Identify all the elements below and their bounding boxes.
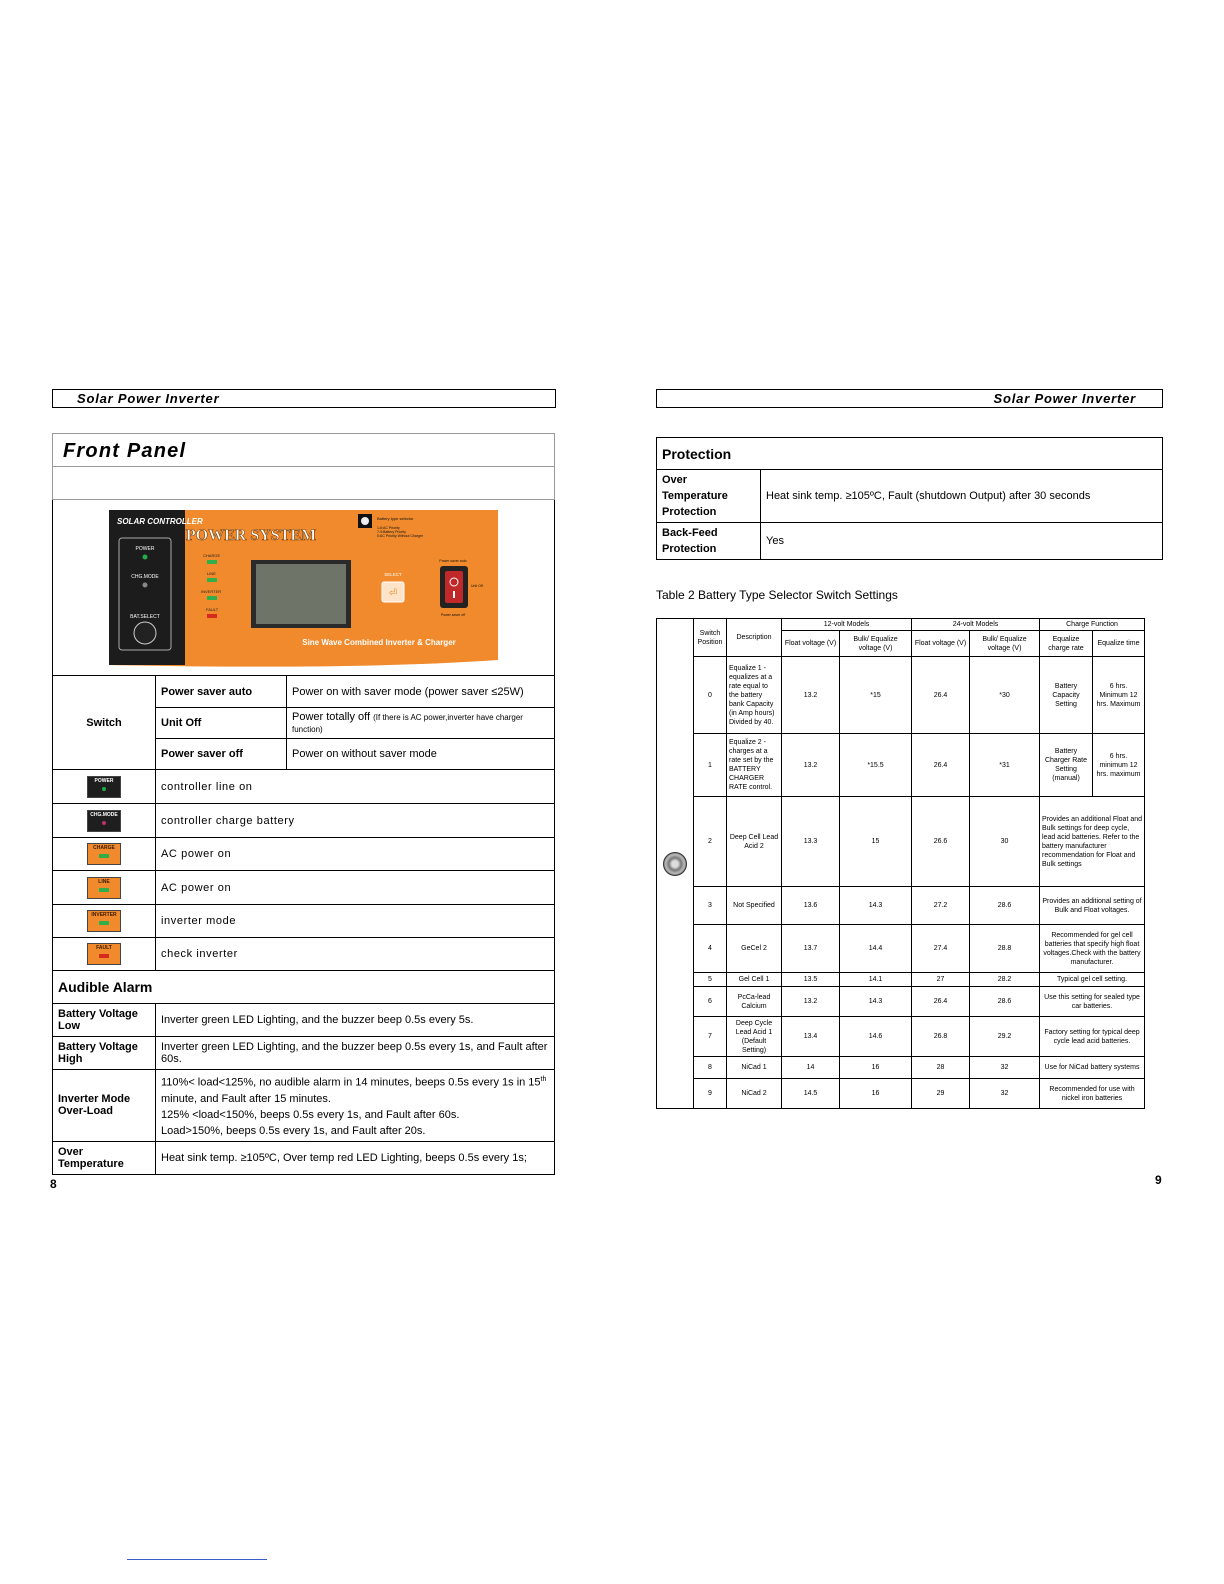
- panel-chg-led: [143, 583, 148, 588]
- switch-row: [53, 676, 555, 708]
- indicator-row: [53, 938, 555, 971]
- alarm-name: Inverter Mode Over-Load: [53, 1070, 156, 1142]
- cell-pos: 9: [694, 1079, 727, 1109]
- cell-float24: 29: [912, 1079, 970, 1109]
- alarm-name: Over Temperature: [53, 1141, 156, 1174]
- selector-line-3: 0:AC Priority Without Charger: [377, 534, 424, 538]
- th-equalize-rate: Equalize charge rate: [1040, 631, 1093, 657]
- cell-float24: 27.4: [912, 925, 970, 973]
- cell-bulk24: 32: [970, 1079, 1040, 1109]
- alarm-desc: Inverter green LED Lighting, and the buzzer beep 0.5s every 5s.: [156, 1004, 555, 1037]
- panel-led-charge-label: CHARGE: [203, 553, 221, 558]
- alarm-row: [53, 1141, 555, 1174]
- inverter-indicator-icon: INVERTER: [87, 910, 121, 932]
- th-switch-position: Switch Position: [694, 619, 727, 657]
- th-float-24: Float voltage (V): [912, 631, 970, 657]
- th-12v-models: 12-volt Models: [782, 619, 912, 631]
- cell-bulk24: 28.6: [970, 987, 1040, 1017]
- table2-caption: Table 2 Battery Type Selector Switch Settings: [656, 588, 898, 602]
- alarm-name: Battery Voltage Low: [53, 1004, 156, 1037]
- cell-desc: NiCad 1: [727, 1057, 782, 1079]
- cell-bulk24: 28.6: [970, 887, 1040, 925]
- cell-float24: 28: [912, 1057, 970, 1079]
- switch-note: (If there is AC power,inverter have charger function): [292, 713, 523, 734]
- cell-bulk12: 14.3: [840, 887, 912, 925]
- cell-bulk12: *15.5: [840, 734, 912, 797]
- cell-bulk12: 14.6: [840, 1017, 912, 1057]
- indicator-icon-cell: [53, 770, 156, 804]
- cell-bulk12: 16: [840, 1057, 912, 1079]
- cell-float24: 26.4: [912, 734, 970, 797]
- cell-note: Recommended for gel cell batteries that specify high float voltages.Check with the battery manufacturer.: [1040, 925, 1145, 973]
- protection-row: [657, 470, 1163, 523]
- panel-led-line-label: LINE: [207, 571, 216, 576]
- panel-subtitle: Sine Wave Combined Inverter & Charger: [302, 638, 456, 647]
- cell-pos: 2: [694, 797, 727, 887]
- alarm-row: [53, 1037, 555, 1070]
- indicator-row: [53, 871, 555, 905]
- switch-name: Power saver off: [156, 739, 287, 770]
- panel-led-fault-label: FAULT: [206, 607, 219, 612]
- panel-led-charge: [207, 560, 217, 564]
- selector-title: Battery type selector: [377, 516, 414, 521]
- left-running-header: Solar Power Inverter: [52, 389, 556, 408]
- cell-float24: 26.6: [912, 797, 970, 887]
- overload-line-3: 125% <load<150%, beeps 0.5s every 1s, and Fault after 60s.: [161, 1108, 460, 1121]
- right-page-number: 9: [1155, 1173, 1162, 1187]
- table2-row: [657, 1079, 1145, 1109]
- table2-row: [657, 1017, 1145, 1057]
- th-float-12: Float voltage (V): [782, 631, 840, 657]
- alarm-row: [53, 1070, 555, 1142]
- indicator-desc: AC power on: [156, 871, 555, 905]
- panel-brand: SOLAR CONTROLLER: [117, 517, 203, 526]
- rocker-switch[interactable]: [445, 571, 463, 603]
- cell-float24: 26.4: [912, 657, 970, 734]
- table2-row: [657, 925, 1145, 973]
- cell-float12: 14.5: [782, 1079, 840, 1109]
- front-panel-title: Front Panel: [52, 433, 555, 467]
- switch-off-label: Power saver off: [440, 613, 466, 617]
- cell-eq-time: 6 hrs. minimum 12 hrs. maximum: [1093, 734, 1145, 797]
- cell-float12: 13.5: [782, 973, 840, 987]
- overload-line-1: 110%< load<125%, no audible alarm in 14 minutes, beeps 0.5s every 1s in 15th: [161, 1076, 547, 1089]
- panel-title: POWER SYSTEM: [185, 527, 317, 544]
- th-equalize-time: Equalize time: [1093, 631, 1145, 657]
- table2-row: [657, 973, 1145, 987]
- cell-float12: 13.6: [782, 887, 840, 925]
- front-panel-table: [52, 675, 555, 1175]
- cell-desc: NiCad 2: [727, 1079, 782, 1109]
- protection-name: Back-Feed Protection: [657, 523, 761, 560]
- indicator-row: [53, 905, 555, 938]
- select-label: SELECT: [384, 572, 402, 577]
- indicator-icon-cell: [53, 871, 156, 905]
- footer-link-underline: [127, 1559, 267, 1560]
- indicator-desc: check inverter: [156, 938, 555, 971]
- cell-float24: 26.4: [912, 987, 970, 1017]
- panel-chg-label: CHG.MODE: [131, 574, 159, 580]
- panel-led-fault: [207, 614, 217, 618]
- cell-float12: 13.2: [782, 987, 840, 1017]
- cell-note: Use this setting for sealed type car batteries.: [1040, 987, 1145, 1017]
- protection-table: [656, 437, 1163, 560]
- selector-line-1: 1-6:AC Priority: [377, 526, 400, 530]
- panel-power-label: POWER: [135, 546, 155, 552]
- rocker-i-icon: [453, 591, 455, 598]
- protection-name: Over Temperature Protection: [657, 470, 761, 523]
- power-indicator-icon: POWER: [87, 776, 121, 798]
- cell-bulk24: 29.2: [970, 1017, 1040, 1057]
- cell-bulk24: *30: [970, 657, 1040, 734]
- cell-desc: Deep Cell Lead Acid 2: [727, 797, 782, 887]
- audible-alarm-title: Audible Alarm: [53, 971, 555, 1004]
- cell-eq-rate: Battery Charger Rate Setting (manual): [1040, 734, 1093, 797]
- cell-float24: 27.2: [912, 887, 970, 925]
- left-page-number: 8: [50, 1177, 57, 1191]
- switch-desc-cell: [287, 708, 555, 739]
- front-panel-section: [52, 433, 555, 676]
- front-panel-spacer: [52, 467, 555, 500]
- cell-desc: Deep Cycle Lead Acid 1 (Default Setting): [727, 1017, 782, 1057]
- alarm-desc: Inverter green LED Lighting, and the buzzer beep 0.5s every 1s, and Fault after 60s.: [156, 1037, 555, 1070]
- cell-bulk24: *31: [970, 734, 1040, 797]
- indicator-row: [53, 804, 555, 838]
- select-arrow-icon: ⏎: [388, 588, 398, 599]
- switch-desc: Power on without saver mode: [287, 739, 555, 770]
- cell-pos: 5: [694, 973, 727, 987]
- cell-note: Use for NiCad battery systems: [1040, 1057, 1145, 1079]
- table2-row: [657, 887, 1145, 925]
- selector-line-2: 7-9:Battery Priority: [377, 530, 406, 534]
- front-panel-image-cell: [52, 500, 555, 676]
- indicator-icon-cell: [53, 938, 156, 971]
- table2-header-row: [657, 619, 1145, 631]
- th-24v-models: 24-volt Models: [912, 619, 1040, 631]
- cell-note: Provides an additional setting of Bulk and Float voltages.: [1040, 887, 1145, 925]
- indicator-icon-cell: [53, 838, 156, 871]
- indicator-row: [53, 770, 555, 804]
- switch-label: Switch: [53, 676, 156, 770]
- switch-name: Unit Off: [156, 708, 287, 739]
- cell-desc: PcCa-lead Calcium: [727, 987, 782, 1017]
- cell-float12: 13.3: [782, 797, 840, 887]
- cell-note: Recommended for use with nickel iron batteries: [1040, 1079, 1145, 1109]
- cell-float12: 13.4: [782, 1017, 840, 1057]
- cell-note: Factory setting for typical deep cycle lead acid batteries.: [1040, 1017, 1145, 1057]
- cell-pos: 0: [694, 657, 727, 734]
- cell-pos: 3: [694, 887, 727, 925]
- protection-heading-row: [657, 438, 1163, 470]
- cell-desc: Gel Cell 1: [727, 973, 782, 987]
- protection-desc: Heat sink temp. ≥105ºC, Fault (shutdown Output) after 30 seconds: [761, 470, 1163, 523]
- cell-float24: 27: [912, 973, 970, 987]
- selector-icon-cell: [657, 619, 694, 1109]
- cell-note: Typical gel cell setting.: [1040, 973, 1145, 987]
- protection-title: Protection: [657, 438, 1163, 470]
- cell-bulk12: 15: [840, 797, 912, 887]
- cell-bulk12: 16: [840, 1079, 912, 1109]
- cell-float24: 26.8: [912, 1017, 970, 1057]
- switch-unit-off-label: Unit Off: [471, 584, 483, 588]
- table2-row: [657, 987, 1145, 1017]
- panel-led-inverter-label: INVERTER: [201, 589, 222, 594]
- cell-desc: GeCel 2: [727, 925, 782, 973]
- alarm-row: [53, 1004, 555, 1037]
- cell-bulk24: 28.8: [970, 925, 1040, 973]
- chg-mode-indicator-icon: CHG.MODE: [87, 810, 121, 832]
- cell-pos: 1: [694, 734, 727, 797]
- right-running-header: Solar Power Inverter: [656, 389, 1163, 408]
- indicator-row: [53, 838, 555, 871]
- alarm-desc: Heat sink temp. ≥105ºC, Over temp red LED Lighting, beeps 0.5s every 1s;: [156, 1141, 555, 1174]
- cell-bulk12: 14.1: [840, 973, 912, 987]
- selector-dial-icon: [663, 852, 687, 876]
- cell-bulk24: 32: [970, 1057, 1040, 1079]
- cell-bulk12: 14.3: [840, 987, 912, 1017]
- cell-note: Provides an additional Float and Bulk settings for deep cycle, lead acid batteries. Refer to the battery manufacturer recommendation for Float and Bulk settings: [1040, 797, 1145, 887]
- audible-alarm-heading-row: [53, 971, 555, 1004]
- cell-desc: Equalize 1 - equalizes at a rate equal to the battery bank Capacity (in Amp hours) Divided by 40.: [727, 657, 782, 734]
- line-indicator-icon: LINE: [87, 877, 121, 899]
- indicator-desc: inverter mode: [156, 905, 555, 938]
- cell-bulk12: *15: [840, 657, 912, 734]
- table2-row: [657, 657, 1145, 734]
- th-description: Description: [727, 619, 782, 657]
- cell-float12: 14: [782, 1057, 840, 1079]
- indicator-icon-cell: [53, 804, 156, 838]
- cell-pos: 4: [694, 925, 727, 973]
- table2-row: [657, 1057, 1145, 1079]
- cell-eq-rate: Battery Capacity Setting: [1040, 657, 1093, 734]
- panel-bat-label: BAT.SELECT: [130, 614, 160, 620]
- switch-desc: Power on with saver mode (power saver ≤25W): [287, 676, 555, 708]
- cell-pos: 6: [694, 987, 727, 1017]
- alarm-name: Battery Voltage High: [53, 1037, 156, 1070]
- alarm-desc-multiline: [156, 1070, 555, 1142]
- switch-auto-label: Power saver auto: [439, 559, 467, 563]
- lcd-screen: [256, 564, 346, 624]
- cell-desc: Equalize 2 -charges at a rate set by the BATTERY CHARGER RATE control.: [727, 734, 782, 797]
- cell-bulk12: 14.4: [840, 925, 912, 973]
- selector-dial-face: [361, 517, 369, 525]
- cell-bulk24: 28.2: [970, 973, 1040, 987]
- panel-power-led: [143, 555, 148, 560]
- front-panel-illustration: [53, 500, 554, 676]
- table2-row: [657, 734, 1145, 797]
- cell-desc: Not Specified: [727, 887, 782, 925]
- table2-row: [657, 797, 1145, 887]
- battery-selector-table: [656, 618, 1145, 1109]
- indicator-desc: controller charge battery: [156, 804, 555, 838]
- protection-desc: Yes: [761, 523, 1163, 560]
- indicator-icon-cell: [53, 905, 156, 938]
- indicator-desc: controller line on: [156, 770, 555, 804]
- switch-name: Power saver auto: [156, 676, 287, 708]
- fault-indicator-icon: FAULT: [87, 943, 121, 965]
- th-bulk-24: Bulk/ Equalize voltage (V): [970, 631, 1040, 657]
- charge-indicator-icon: CHARGE: [87, 843, 121, 865]
- panel-led-inverter: [207, 596, 217, 600]
- panel-led-line: [207, 578, 217, 582]
- overload-line-2: minute, and Fault after 15 minutes.: [161, 1092, 331, 1105]
- indicator-desc: AC power on: [156, 838, 555, 871]
- cell-float12: 13.2: [782, 734, 840, 797]
- th-bulk-12: Bulk/ Equalize voltage (V): [840, 631, 912, 657]
- overload-line-4: Load>150%, beeps 0.5s every 1s, and Fault after 20s.: [161, 1124, 426, 1137]
- cell-bulk24: 30: [970, 797, 1040, 887]
- cell-pos: 7: [694, 1017, 727, 1057]
- th-charge-function: Charge Function: [1040, 619, 1145, 631]
- protection-row: [657, 523, 1163, 560]
- switch-desc: Power totally off: [292, 711, 371, 723]
- panel-bat-select-knob[interactable]: [134, 622, 156, 644]
- cell-float12: 13.2: [782, 657, 840, 734]
- cell-eq-time: 6 hrs. Minimum 12 hrs. Maximum: [1093, 657, 1145, 734]
- cell-float12: 13.7: [782, 925, 840, 973]
- cell-pos: 8: [694, 1057, 727, 1079]
